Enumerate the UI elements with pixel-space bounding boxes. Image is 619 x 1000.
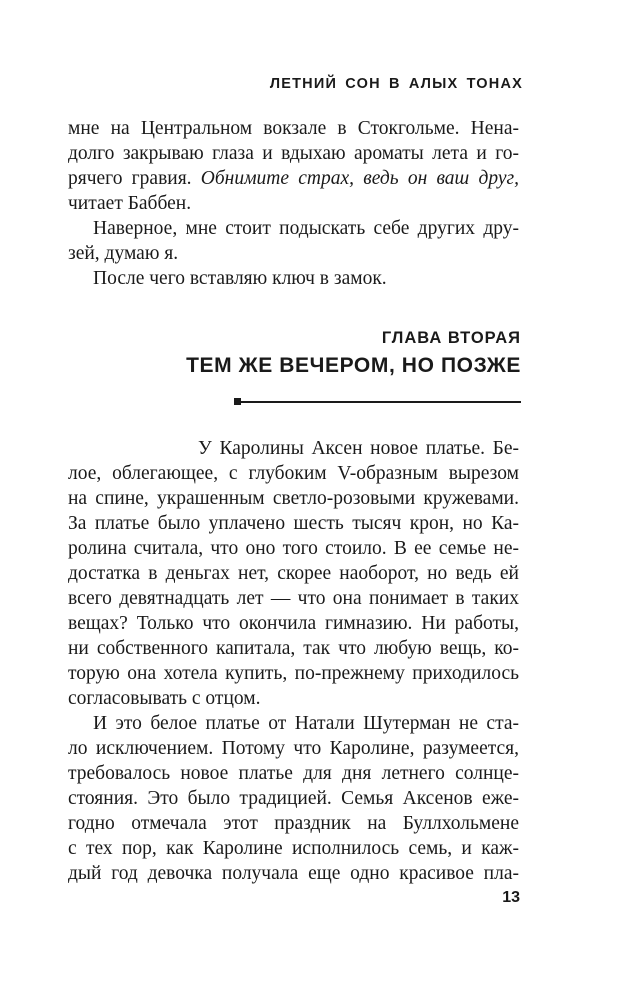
text-line: ни собственного капитала, так что любую вещь, ко-	[68, 638, 519, 659]
text-line: У Каролины Аксен новое платье. Бе-	[198, 438, 519, 459]
text-line: с тех пор, как Каролине исполнилось семь, и каж-	[68, 838, 519, 859]
text-line: требовалось новое платье для дня летнего солнце-	[68, 763, 519, 784]
text-line: вещах? Только что окончила гимназию. Ни работы,	[68, 613, 519, 634]
text-line: достатка в деньгах нет, скорее наоборот, но ведь ей	[68, 563, 519, 584]
text-line: мне на Центральном вокзале в Стокгольме. Нена-	[68, 118, 519, 139]
text-line: долго закрываю глаза и вдыхаю ароматы лета и го-	[68, 143, 519, 164]
text-line: на спине, украшенным светло-розовыми кружевами.	[68, 488, 519, 509]
text-span: рячего гравия.	[68, 168, 201, 189]
text-line: согласовывать с отцом.	[68, 688, 261, 709]
rule-square-ornament	[234, 398, 241, 405]
running-head: ЛЕТНИЙ СОН В АЛЫХ ТОНАХ	[269, 76, 523, 92]
text-line: лое, облегающее, с глубоким V-образным вырезом	[68, 463, 519, 484]
chapter-label: ГЛАВА ВТОРАЯ	[381, 329, 521, 347]
text-line: И это белое платье от Натали Шутерман не ста-	[93, 713, 519, 734]
text-line: годно отмечала этот праздник на Буллхольмене	[68, 813, 519, 834]
text-line: ло исключением. Потому что Каролине, разумеется,	[68, 738, 519, 759]
text-line: всего девятнадцать лет — что она понимает в таких	[68, 588, 519, 609]
text-line: читает Баббен.	[68, 193, 192, 214]
text-line: После чего вставляю ключ в замок.	[93, 268, 387, 289]
text-line: стояния. Это было традицией. Семья Аксенов еже-	[68, 788, 519, 809]
chapter-title: ТЕМ ЖЕ ВЕЧЕРОМ, НО ПОЗЖЕ	[186, 354, 521, 377]
text-line: дый год девочка получала еще одно красивое пла-	[68, 863, 519, 884]
text-line	[68, 168, 519, 190]
text-line: ролина считала, что оно того стоило. В ее семье не-	[68, 538, 519, 559]
text-line: зей, думаю я.	[68, 243, 179, 264]
italic-quote: Обнимите страх, ведь он ваш друг,	[200, 168, 519, 189]
page-number: 13	[502, 889, 520, 906]
text-line: Наверное, мне стоит подыскать себе других дру-	[93, 218, 519, 239]
chapter-divider	[241, 401, 521, 403]
text-line: За платье было уплачено шесть тысяч крон, но Ка-	[68, 513, 519, 534]
text-line: торую она хотела купить, по-прежнему приходилось	[68, 663, 519, 684]
